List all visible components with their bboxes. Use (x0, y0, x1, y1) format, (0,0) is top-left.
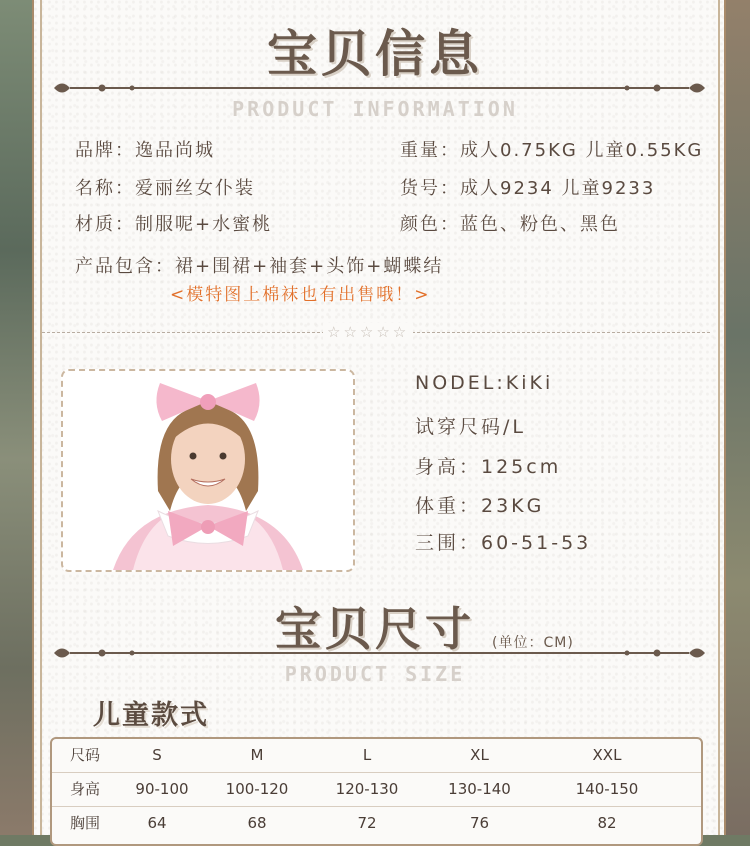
brand-text: 品牌：逸品尚城 (75, 140, 215, 161)
table-header-cell: XXL (592, 746, 622, 764)
product-name-text: 名称：爱丽丝女仆装 (75, 178, 255, 199)
table-cell: 胸围 (70, 814, 101, 832)
stars-ornament: ☆☆☆☆☆ (323, 323, 413, 341)
table-row (52, 773, 701, 807)
table-cell: 身高 (70, 780, 101, 798)
table-header-cell: 尺码 (70, 746, 101, 764)
package-text: 产品包含：裙+围裙+袖套+头饰+蝴蝶结 (75, 256, 444, 277)
size-ornament-divider (52, 643, 707, 663)
frame-left (40, 0, 48, 835)
weight-text: 重量：成人0.75KG 儿童0.55KG (400, 140, 704, 161)
model-height-text: 身高：125cm (415, 456, 562, 478)
table-cell: 130-140 (448, 780, 511, 798)
table-cell: 72 (357, 814, 377, 832)
table-header-cell: S (152, 746, 162, 764)
table-header-cell: M (250, 746, 264, 764)
section-subtitle-info: PRODUCT INFORMATION (232, 97, 518, 121)
table-cell: 64 (147, 814, 167, 832)
table-cell: 100-120 (225, 780, 289, 798)
table-cell: 68 (247, 814, 267, 832)
table-cell: 120-130 (335, 780, 399, 798)
frame-right (712, 0, 720, 835)
table-cell: 140-150 (575, 780, 639, 798)
table-row (52, 807, 701, 840)
title-ornament-divider (52, 78, 707, 98)
model-photo (61, 369, 355, 572)
model-measurements-text: 三围：60-51-53 (415, 532, 592, 554)
color-text: 颜色：蓝色、粉色、黑色 (400, 214, 620, 235)
model-name-text: NODEL:KiKi (415, 372, 554, 394)
sku-text: 货号：成人9234 儿童9233 (400, 178, 656, 199)
section-title-size: 宝贝尺寸 (275, 602, 475, 656)
section-subtitle-size: PRODUCT SIZE (284, 662, 466, 686)
size-table (50, 737, 703, 846)
model-weight-text: 体重：23KG (415, 495, 545, 517)
table-cell: 82 (597, 814, 617, 832)
unit-label: (单位：CM) (492, 635, 574, 651)
model-size-text: 试穿尺码/L (415, 416, 526, 438)
socks-note: <模特图上棉袜也有出售哦！> (170, 285, 431, 305)
table-header-row (52, 739, 701, 773)
table-cell: 90-100 (135, 780, 189, 798)
material-text: 材质：制服呢+水蜜桃 (75, 214, 273, 235)
kids-style-heading: 儿童款式 (93, 700, 209, 731)
section-title-info: 宝贝信息 (267, 24, 483, 83)
table-header-cell: L (362, 746, 372, 764)
table-cell: 76 (469, 814, 490, 832)
table-header-cell: XL (470, 746, 489, 764)
